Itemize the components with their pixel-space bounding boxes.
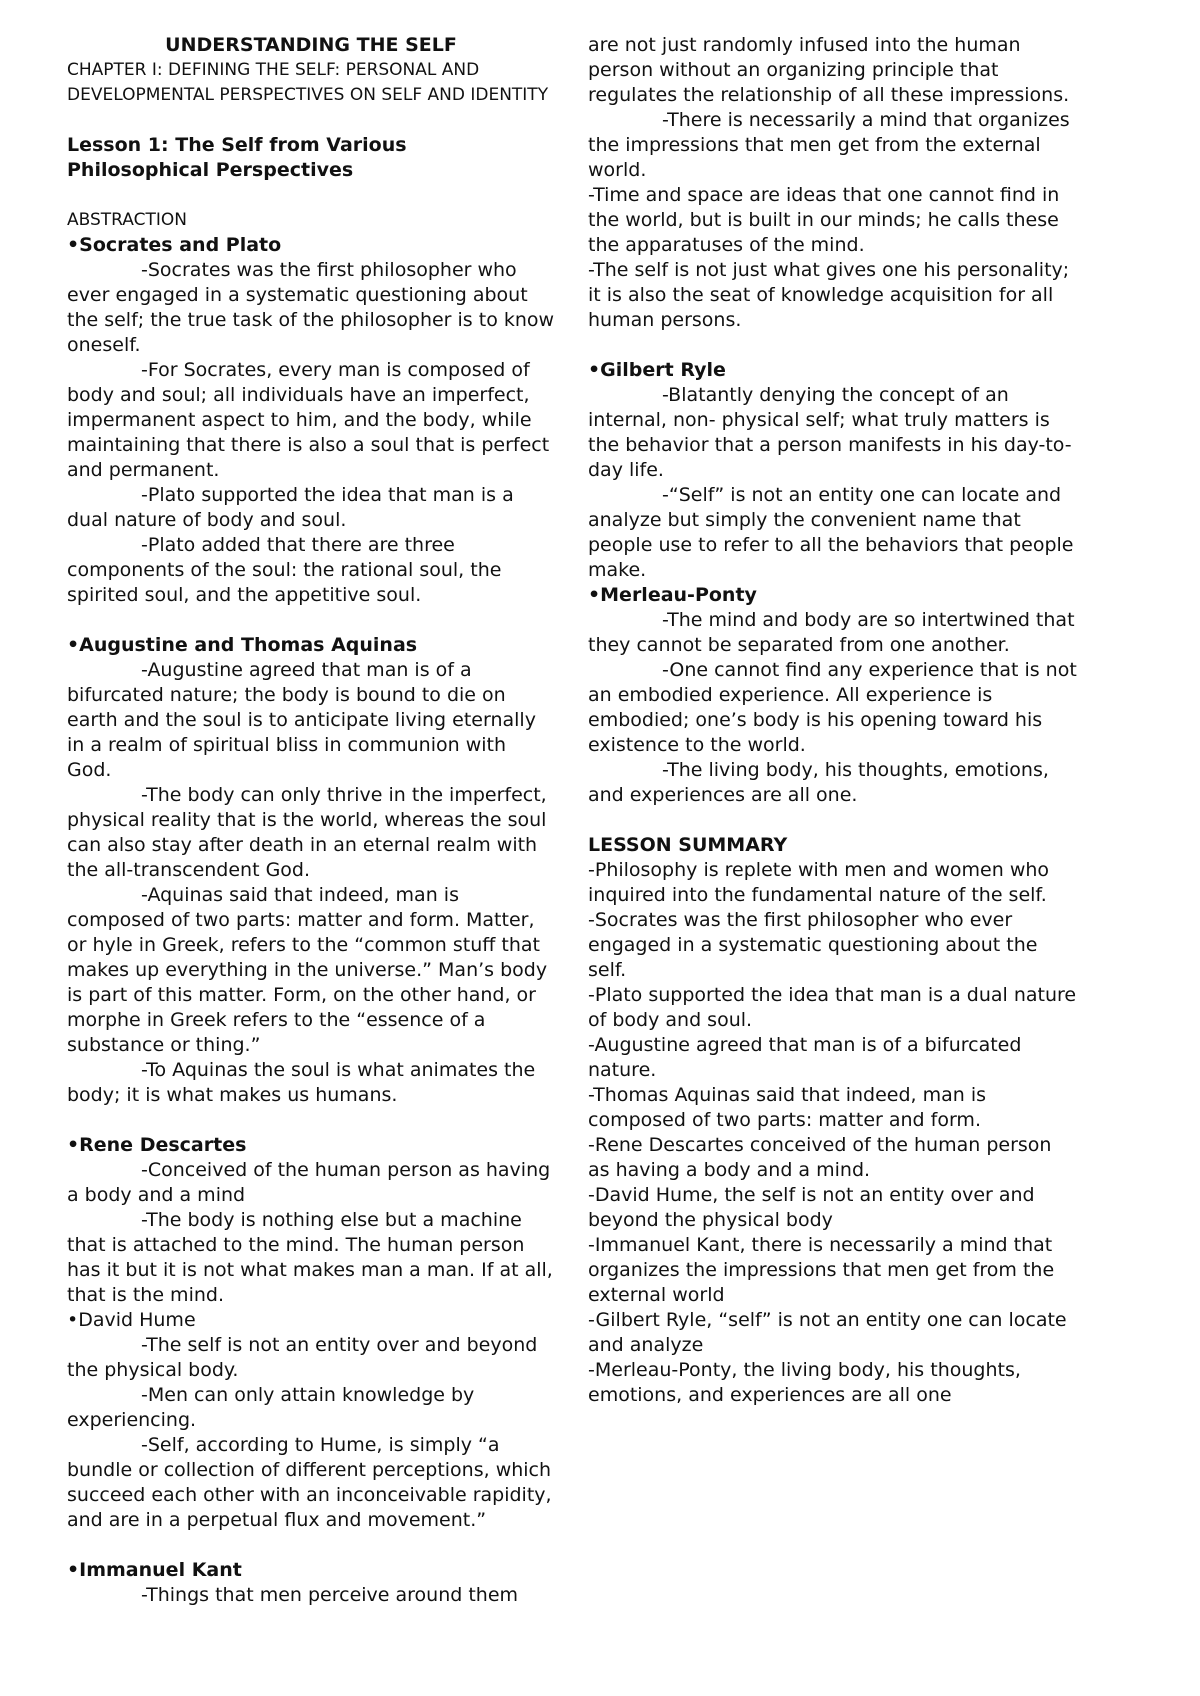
summary-item: -Socrates was the first philosopher who ever engaged in a systematic questioning about the self. [588,909,1038,981]
paragraph: are not just randomly infused into the human person without an organizing principle that regulates the relationship of all these impressions. [588,34,1070,106]
paragraph: -Aquinas said that indeed, man is composed of two parts: matter and form. Matter, or hyle in Greek, refers to the “common stuff that makes up everything in the universe.” Man’s body is part of this matter. Form, on the other hand, or morphe in Greek refers to the “essence of a substance or thing.” [67,884,548,1056]
section-heading-socrates: •Socrates and Plato [67,234,282,256]
paragraph: -The body is nothing else but a machine that is attached to the mind. The human person has it but it is not what makes man a man. If at all, that is the mind. [67,1209,553,1306]
summary-item: -Thomas Aquinas said that indeed, man is composed of two parts: matter and form. [588,1084,986,1131]
paragraph: -The living body, his thoughts, emotions, and experiences are all one. [588,759,1049,806]
left-column [67,33,555,1608]
section-heading-descartes: •Rene Descartes [67,1134,247,1156]
paragraph: -Plato supported the idea that man is a dual nature of body and soul. [67,484,514,531]
paragraph: -Time and space are ideas that one cannot find in the world, but is built in our minds; he calls these the apparatuses of the mind. [588,184,1060,256]
paragraph: -Blatantly denying the concept of an internal, non- physical self; what truly matters is the behavior that a person manifests in his day-to-day life. [588,384,1072,481]
paragraph: -One cannot find any experience that is not an embodied experience. All experience is embodied; one’s body is his opening toward his existence to the world. [588,659,1077,756]
paragraph: -Socrates was the first philosopher who ever engaged in a systematic questioning about the self; the true task of the philosopher is to know oneself. [67,259,555,356]
summary-item: -Immanuel Kant, there is necessarily a mind that organizes the impressions that men get from the external world [588,1234,1055,1306]
section-heading-ryle: •Gilbert Ryle [588,359,726,381]
section-heading-hume: •David Hume [67,1309,196,1331]
section-heading-augustine: •Augustine and Thomas Aquinas [67,634,418,656]
summary-item: -David Hume, the self is not an entity over and beyond the physical body [588,1184,1035,1231]
summary-item: -Rene Descartes conceived of the human person as having a body and a mind. [588,1134,1052,1181]
paragraph: -For Socrates, every man is composed of body and soul; all individuals have an imperfect, impermanent aspect to him, and the body, while maintaining that there is also a soul that is perfect and permanent. [67,359,550,481]
paragraph: -Augustine agreed that man is of a bifurcated nature; the body is bound to die on earth and the soul is to anticipate living eternally in a realm of spiritual bliss in communion with God. [67,659,536,781]
summary-item: -Merleau-Ponty, the living body, his thoughts, emotions, and experiences are all one [588,1359,1021,1406]
summary-item: -Plato supported the idea that man is a dual nature of body and soul. [588,984,1077,1031]
lesson-heading: Lesson 1: The Self from Various Philosophical Perspectives [67,134,407,181]
paragraph: -The body can only thrive in the imperfect, physical reality that is the world, whereas the soul can also stay after death in an eternal realm with the all-transcendent God. [67,784,547,881]
summary-item: -Philosophy is replete with men and women who inquired into the fundamental nature of the self. [588,859,1050,906]
summary-item: -Gilbert Ryle, “self” is not an entity one can locate and analyze [588,1309,1067,1356]
paragraph: -The self is not an entity over and beyond the physical body. [67,1334,538,1381]
paragraph: -Plato added that there are three components of the soul: the rational soul, the spirited soul, and the appetitive soul. [67,534,502,606]
paragraph: -The self is not just what gives one his personality; it is also the seat of knowledge acquisition for all human persons. [588,259,1070,331]
paragraph: -There is necessarily a mind that organizes the impressions that men get from the external world. [588,109,1070,181]
paragraph: -The mind and body are so intertwined that they cannot be separated from one another. [588,609,1075,656]
paragraph: -“Self” is not an entity one can locate and analyze but simply the convenient name that people use to refer to all the behaviors that people make. [588,484,1074,581]
section-heading-merleau-ponty: •Merleau-Ponty [588,584,757,606]
abstraction-label: ABSTRACTION [67,210,187,230]
paragraph: -Self, according to Hume, is simply “a bundle or collection of different perceptions, which succeed each other with an inconceivable rapidity, and are in a perpetual flux and movement.” [67,1434,552,1531]
section-heading-kant: •Immanuel Kant [67,1559,242,1581]
summary-heading: LESSON SUMMARY [588,834,788,856]
paragraph: -Men can only attain knowledge by experiencing. [67,1384,475,1431]
paragraph: -Conceived of the human person as having a body and a mind [67,1159,551,1206]
paragraph: -Things that men perceive around them [141,1584,519,1606]
right-column [588,33,1078,1408]
document-title: UNDERSTANDING THE SELF [165,34,457,56]
chapter-heading: CHAPTER I: DEFINING THE SELF: PERSONAL AND DEVELOPMENTAL PERSPECTIVES ON SELF AND IDENTITY [67,60,549,105]
paragraph: -To Aquinas the soul is what animates the body; it is what makes us humans. [67,1059,536,1106]
summary-item: -Augustine agreed that man is of a bifurcated nature. [588,1034,1022,1081]
